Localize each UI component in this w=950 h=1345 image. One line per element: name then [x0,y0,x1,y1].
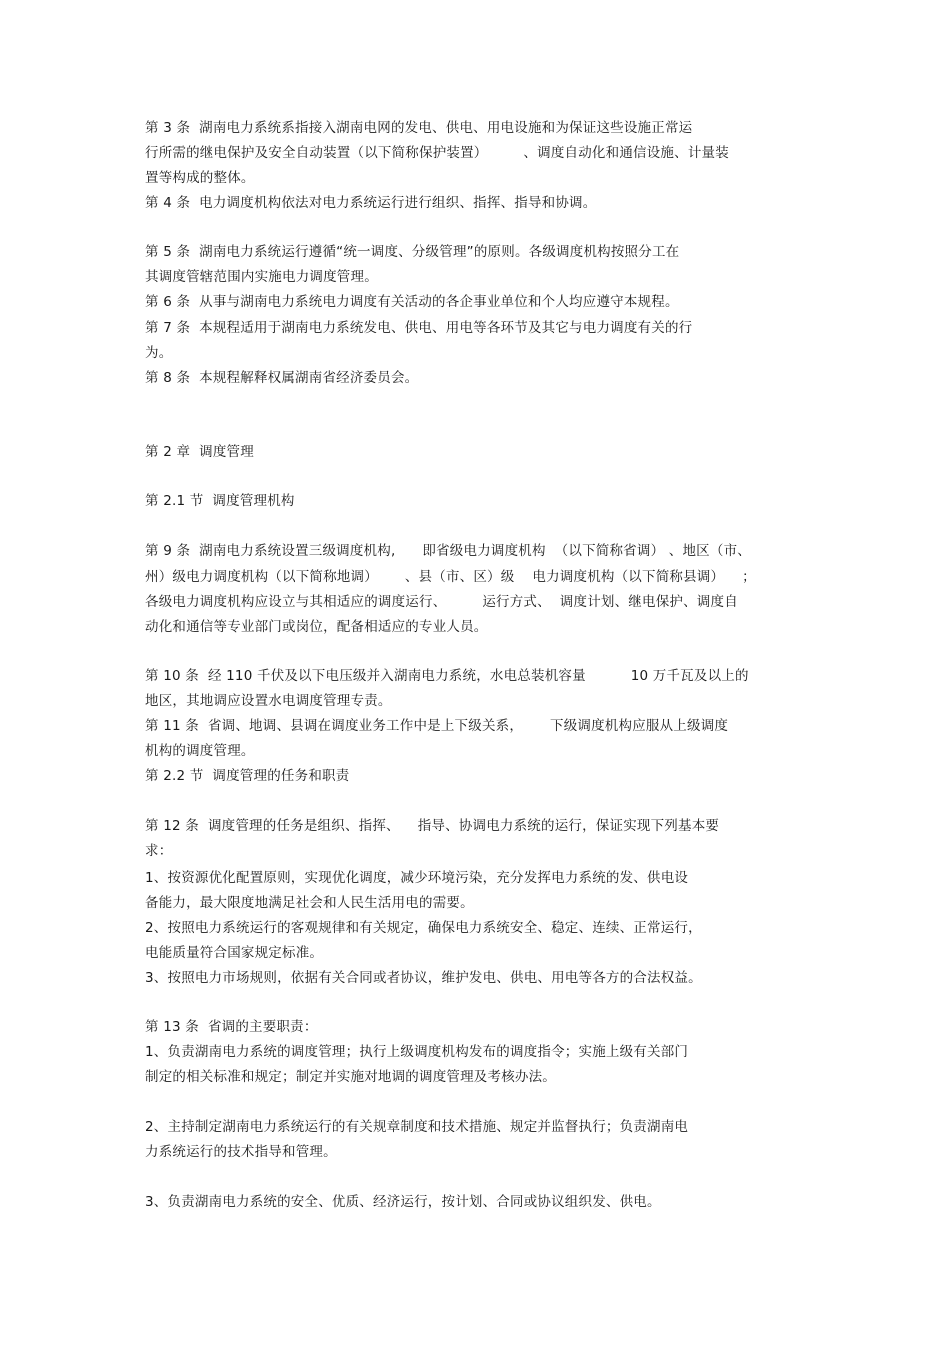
text-line: 置等构成的整体。 [145,170,255,186]
text-line: 2、按照电力系统运行的客观规律和有关规定，确保电力系统安全、稳定、连续、正常运行， [145,920,702,936]
text-line: 第 13 条 省调的主要职责： [145,1019,318,1035]
text-line: 制定的相关标准和规定；制定并实施对地调的调度管理及考核办法。 [145,1069,556,1085]
text-line: 3、按照电力市场规则，依据有关合同或者协议，维护发电、供电、用电等各方的合法权益。 [145,970,702,986]
text-line: 第 9 条 湖南电力系统设置三级调度机构, 即省级电力调度机构 （以下简称省调） 、地区（市、 [145,543,751,559]
text-line: 其调度管辖范围内实施电力调度管理。 [145,269,378,285]
text-line: 3、负责湖南电力系统的安全、优质、经济运行，按计划、合同或协议组织发、供电。 [145,1194,661,1210]
section-heading: 第 2.1 节 调度管理机构 [145,493,295,509]
text-line: 第 11 条 省调、地调、县调在调度业务工作中是上下级关系， 下级调度机构应服从上级调度 [145,718,729,734]
text-line: 机构的调度管理。 [145,743,255,759]
text-line: 1、按资源优化配置原则，实现优化调度，减少环境污染，充分发挥电力系统的发、供电设 [145,870,689,886]
text-line: 第 6 条 从事与湖南电力系统电力调度有关活动的各企事业单位和个人均应遵守本规程。 [145,294,679,310]
text-line: 第 12 条 调度管理的任务是组织、指挥、 指导、协调电力系统的运行，保证实现下列基本要 [145,818,720,834]
text-line: 第 7 条 本规程适用于湖南电力系统发电、供电、用电等各环节及其它与电力调度有关的行 [145,320,693,336]
text-line: 第 10 条 经 110 千伏及以下电压级并入湖南电力系统，水电总装机容量 10 万千瓦及以上的 [145,668,749,684]
text-line: 为。 [145,345,173,361]
text-line: 备能力，最大限度地满足社会和人民生活用电的需要。 [145,895,474,911]
text-line: 2、主持制定湖南电力系统运行的有关规章制度和技术措施、规定并监督执行；负责湖南电 [145,1119,689,1135]
text-line: 各级电力调度机构应设立与其相适应的调度运行、 运行方式、 调度计划、继电保护、调度自 [145,594,738,610]
text-line: 行所需的继电保护及安全自动装置（以下简称保护装置） 、调度自动化和通信设施、计量装 [145,145,729,161]
chapter-heading: 第 2 章 调度管理 [145,444,254,460]
text-line: 第 3 条 湖南电力系统系指接入湖南电网的发电、供电、用电设施和为保证这些设施正常运 [145,120,693,136]
text-line: 求： [145,843,173,859]
text-line: 第 8 条 本规程解释权属湖南省经济委员会。 [145,370,419,386]
text-line: 地区，其地调应设置水电调度管理专责。 [145,693,392,709]
section-heading: 第 2.2 节 调度管理的任务和职责 [145,768,350,784]
text-line: 第 5 条 湖南电力系统运行遵循“统一调度、分级管理”的原则。各级调度机构按照分工在 [145,244,680,260]
text-line: 电能质量符合国家规定标准。 [145,945,324,961]
text-line: 动化和通信等专业部门或岗位，配备相适应的专业人员。 [145,619,488,635]
text-line: 1、负责湖南电力系统的调度管理；执行上级调度机构发布的调度指令；实施上级有关部门 [145,1044,689,1060]
text-line: 第 4 条 电力调度机构依法对电力系统运行进行组织、指挥、指导和协调。 [145,195,597,211]
text-line: 州）级电力调度机构（以下简称地调） 、县（市、区）级 电力调度机构（以下简称县调） ； [145,569,756,585]
text-line: 力系统运行的技术指导和管理。 [145,1144,337,1160]
